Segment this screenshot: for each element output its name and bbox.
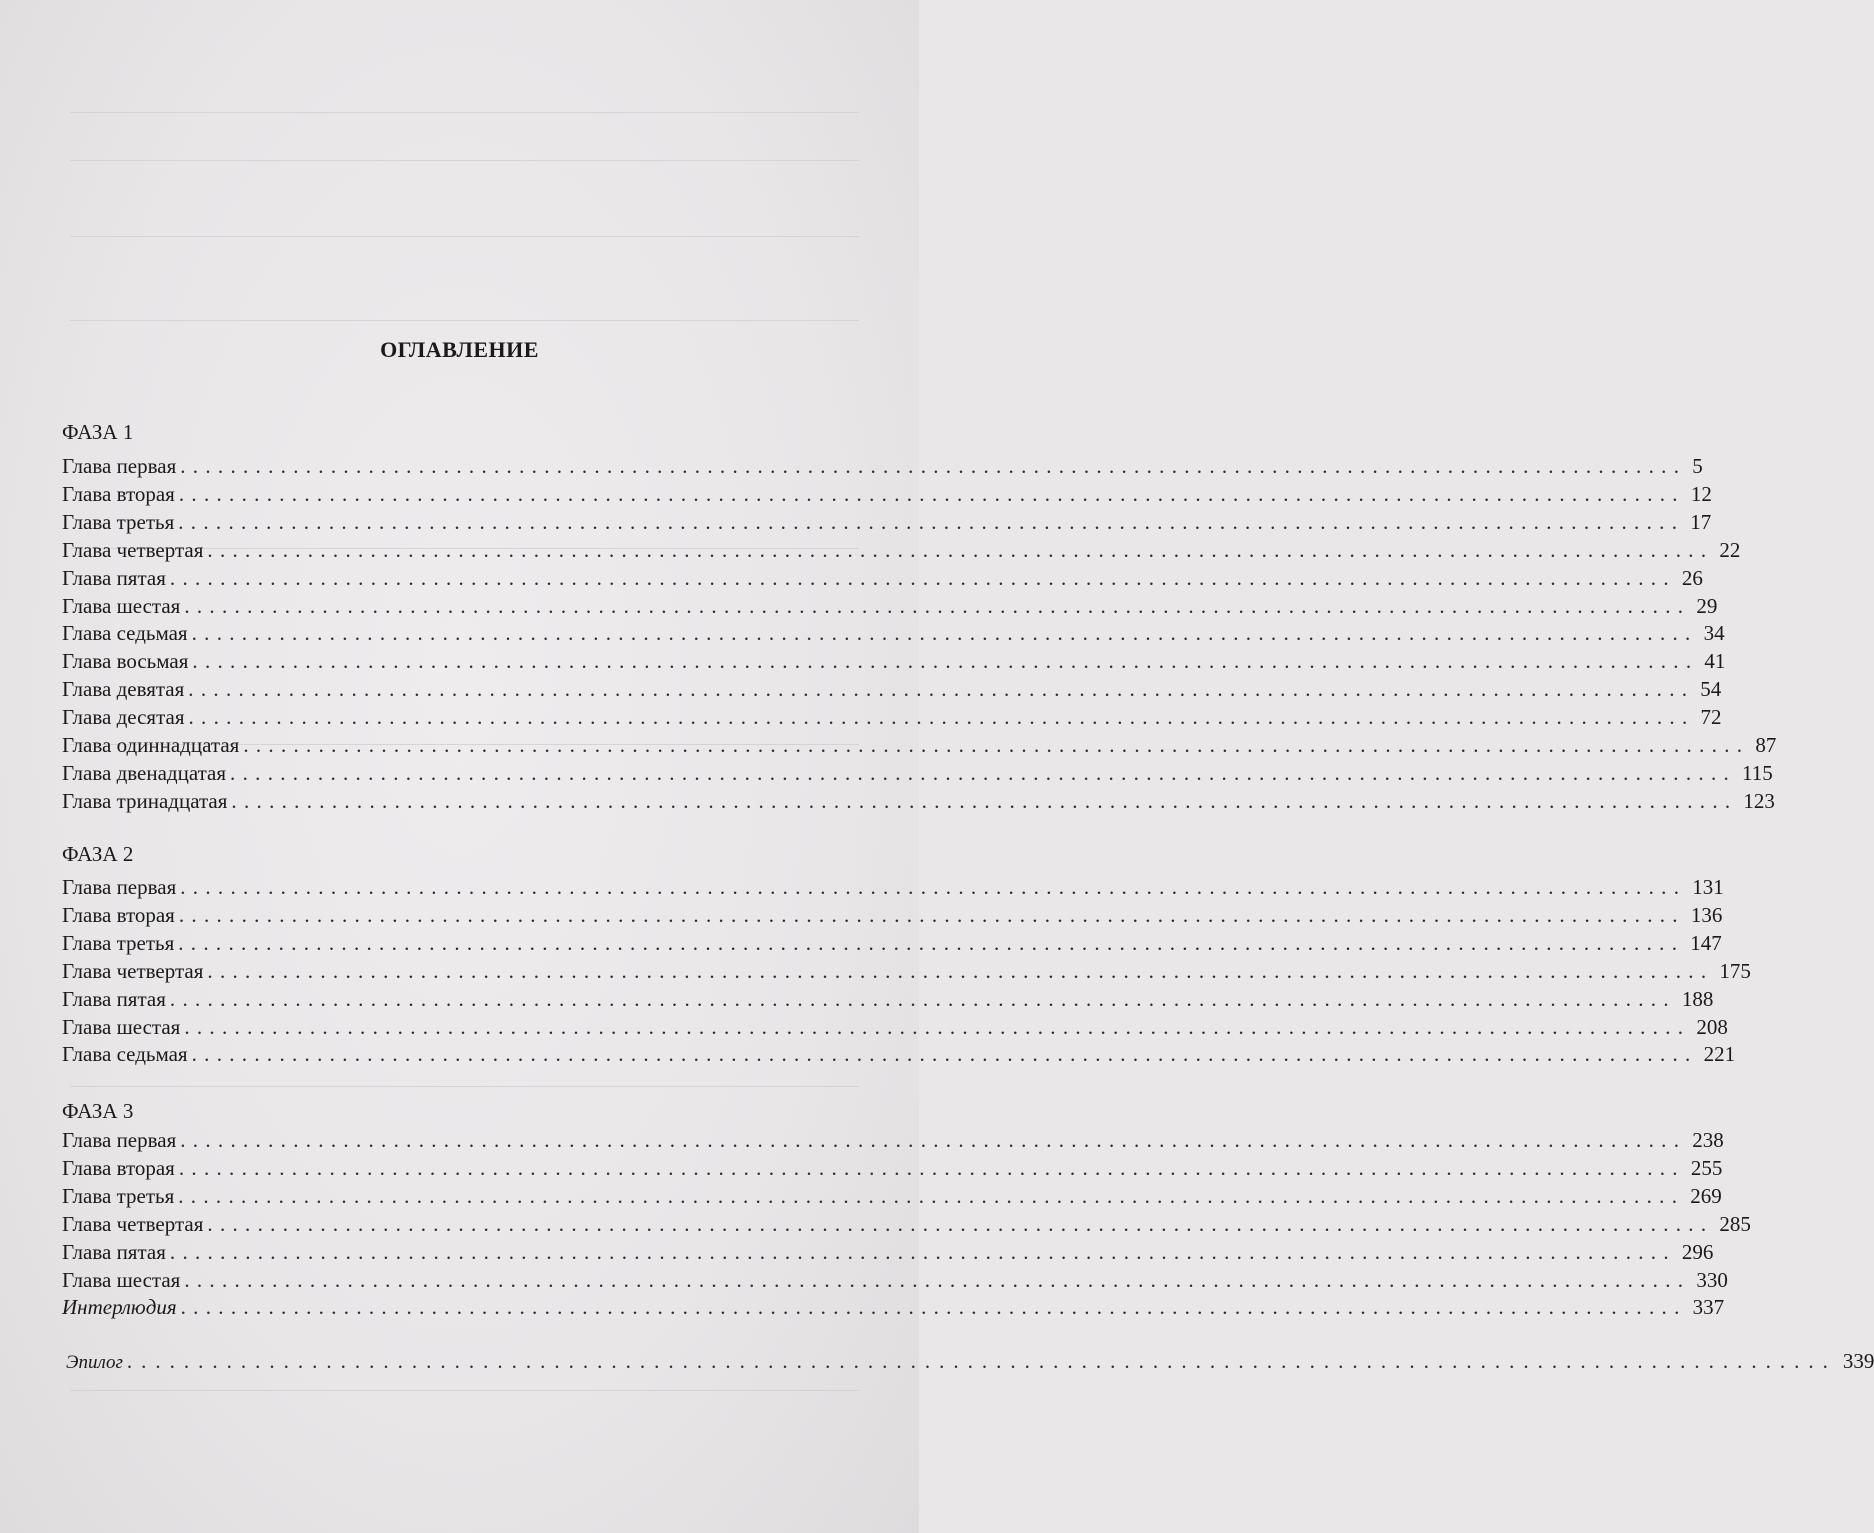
dot-leader: ........................................................................................................................: [207, 537, 1714, 562]
dot-leader: ........................................................................................................................: [180, 1128, 1687, 1152]
page-title: ОГЛАВЛЕНИЕ: [380, 337, 539, 362]
toc-entry-page-number: 208: [1696, 1014, 1728, 1039]
toc-entry-page-number: 238: [1692, 1128, 1724, 1152]
toc-entry-page-number: 175: [1719, 958, 1751, 983]
toc-entry[interactable]: [62, 564, 1703, 592]
dot-leader: ........................................................................................................................: [178, 481, 1685, 506]
dot-leader: ........................................................................................................................: [231, 788, 1738, 813]
toc-entry[interactable]: [62, 1238, 1714, 1266]
toc-entry[interactable]: [62, 901, 1723, 929]
toc-entry[interactable]: [62, 1210, 1751, 1238]
toc-entry-page-number: 26: [1681, 565, 1703, 590]
phase-heading: ФАЗА 2: [62, 842, 134, 866]
toc-entry[interactable]: [62, 1126, 1724, 1154]
toc-entry[interactable]: [62, 787, 1775, 815]
toc-entry-page-number: 296: [1681, 1239, 1714, 1264]
toc-entry[interactable]: [62, 957, 1751, 985]
phase-heading: ФАЗА 1: [62, 420, 134, 444]
toc-entry-page-number: 136: [1690, 902, 1723, 927]
toc-entry-label: Глава девятая: [62, 677, 185, 702]
toc-entry[interactable]: [62, 619, 1725, 647]
toc-entry-label: Глава шестая: [62, 593, 181, 618]
toc-entry-label: Глава седьмая: [62, 1042, 188, 1067]
toc-entry[interactable]: [62, 508, 1712, 536]
toc-entry-label: Глава шестая: [62, 1267, 181, 1292]
toc-entry-page-number: 221: [1703, 1042, 1736, 1067]
toc-entry[interactable]: [62, 1040, 1736, 1068]
toc-entry-label: Глава пятая: [62, 986, 166, 1011]
toc-entry-label: Глава двенадцатая: [62, 760, 227, 785]
toc-entry-label: Глава первая: [62, 875, 177, 899]
toc-entry-label: Глава тринадцатая: [62, 788, 228, 813]
dot-leader: ........................................................................................................................: [178, 1183, 1685, 1208]
toc-entry-label: Интерлюдия: [62, 1295, 177, 1320]
toc-entry-label: Глава вторая: [62, 481, 175, 506]
toc-entry-page-number: 87: [1755, 733, 1777, 757]
dot-leader: ........................................................................................................................: [184, 1014, 1691, 1039]
toc-entry-page-number: 5: [1692, 454, 1703, 478]
dot-leader: ........................................................................................................................: [188, 705, 1695, 730]
toc-entry-label: Глава третья: [62, 1183, 175, 1208]
show-through-line: [70, 160, 859, 161]
dot-leader: ........................................................................................................................: [169, 1239, 1676, 1264]
toc-entry[interactable]: [62, 1182, 1722, 1210]
toc-entry[interactable]: [62, 703, 1722, 731]
toc-entry-label: Глава пятая: [62, 565, 166, 590]
toc-entry-label: Глава шестая: [62, 1014, 181, 1039]
dot-leader: ........................................................................................................................: [207, 1211, 1714, 1236]
toc-entry-label: Глава третья: [62, 930, 175, 955]
toc-entry-label: Глава десятая: [62, 705, 185, 730]
dot-leader: ........................................................................................................................: [191, 621, 1698, 646]
toc-entry[interactable]: [62, 929, 1722, 957]
toc-entry[interactable]: [62, 731, 1777, 759]
dot-leader: ........................................................................................................................: [178, 509, 1685, 534]
toc-entry-page-number: 22: [1719, 537, 1741, 562]
toc-entry-page-number: 337: [1692, 1295, 1725, 1320]
show-through-line: [70, 320, 859, 321]
show-through-line: [70, 236, 859, 237]
dot-leader: ........................................................................................................................: [126, 1349, 1837, 1373]
toc-entry-page-number: 255: [1690, 1155, 1723, 1180]
dot-leader: ........................................................................................................................: [230, 760, 1737, 785]
dot-leader: ........................................................................................................................: [180, 454, 1687, 478]
toc-entry[interactable]: [62, 873, 1724, 901]
toc-entry-label: Глава седьмая: [62, 621, 188, 646]
toc-entry-label: Глава вторая: [62, 902, 175, 927]
toc-entry[interactable]: [62, 647, 1726, 675]
dot-leader: ........................................................................................................................: [192, 649, 1699, 674]
dot-leader: ........................................................................................................................: [169, 565, 1676, 590]
dot-leader: ........................................................................................................................: [180, 875, 1687, 899]
toc-entry-page-number: 12: [1690, 481, 1712, 506]
show-through-line: [70, 112, 859, 113]
toc-entry-label: Эпилог: [66, 1352, 123, 1373]
dot-leader: ........................................................................................................................: [188, 677, 1695, 702]
toc-entry-page-number: 72: [1700, 705, 1722, 730]
toc-entry-page-number: 115: [1742, 760, 1773, 785]
toc-entry[interactable]: [62, 1154, 1723, 1182]
dot-leader: ........................................................................................................................: [184, 1267, 1691, 1292]
toc-entry-page-number: 330: [1696, 1267, 1728, 1292]
toc-entry-page-number: 269: [1690, 1183, 1722, 1208]
show-through-line: [70, 1390, 859, 1391]
toc-entry-page-number: 29: [1696, 593, 1718, 618]
toc-entry-label: Глава четвертая: [62, 1211, 204, 1236]
dot-leader: ........................................................................................................................: [178, 930, 1685, 955]
toc-entry-page-number: 54: [1700, 677, 1722, 702]
toc-entry-page-number: 147: [1690, 930, 1722, 955]
dot-leader: ........................................................................................................................: [191, 1042, 1698, 1067]
toc-entry[interactable]: [62, 1013, 1728, 1041]
toc-entry[interactable]: [62, 536, 1741, 564]
toc-entry[interactable]: [62, 985, 1714, 1013]
toc-entry-page-number: 41: [1704, 649, 1726, 674]
toc-entry-epilogue[interactable]: [62, 1347, 1874, 1375]
toc-entry[interactable]: [62, 1266, 1728, 1294]
dot-leader: ........................................................................................................................: [169, 986, 1676, 1011]
toc-entry-page-number: 339: [1842, 1349, 1874, 1373]
toc-entry-page-number: 188: [1681, 986, 1714, 1011]
toc-entry-page-number: 131: [1692, 875, 1724, 899]
toc-entry[interactable]: [62, 592, 1718, 620]
show-through-line: [70, 1086, 859, 1087]
phase-heading: ФАЗА 3: [62, 1099, 134, 1123]
toc-entry[interactable]: [62, 675, 1722, 703]
dot-leader: ........................................................................................................................: [207, 958, 1714, 983]
toc-entry-page-number: 123: [1743, 788, 1775, 813]
toc-entry-label: Глава пятая: [62, 1239, 166, 1264]
toc-entry-label: Глава вторая: [62, 1155, 175, 1180]
toc-entry-label: Глава первая: [62, 1128, 177, 1152]
dot-leader: ........................................................................................................................: [180, 1295, 1687, 1320]
toc-entry-page-number: 285: [1719, 1211, 1751, 1236]
dot-leader: ........................................................................................................................: [178, 902, 1685, 927]
toc-entry-label: Глава одиннадцатая: [62, 733, 240, 757]
toc-entry[interactable]: [62, 480, 1712, 508]
toc-entry-label: Глава третья: [62, 509, 175, 534]
toc-entry-label: Глава восьмая: [62, 649, 189, 674]
toc-entry[interactable]: [62, 1293, 1725, 1321]
toc-entry-page-number: 17: [1690, 509, 1712, 534]
toc-entry-label: Глава первая: [62, 454, 177, 478]
dot-leader: ........................................................................................................................: [184, 593, 1691, 618]
toc-entry-label: Глава четвертая: [62, 537, 204, 562]
dot-leader: ........................................................................................................................: [243, 733, 1750, 757]
toc-entry[interactable]: [62, 759, 1773, 787]
toc-entry-page-number: 34: [1703, 621, 1725, 646]
toc-entry[interactable]: [62, 452, 1703, 480]
dot-leader: ........................................................................................................................: [178, 1155, 1685, 1180]
toc-entry-label: Глава четвертая: [62, 958, 204, 983]
